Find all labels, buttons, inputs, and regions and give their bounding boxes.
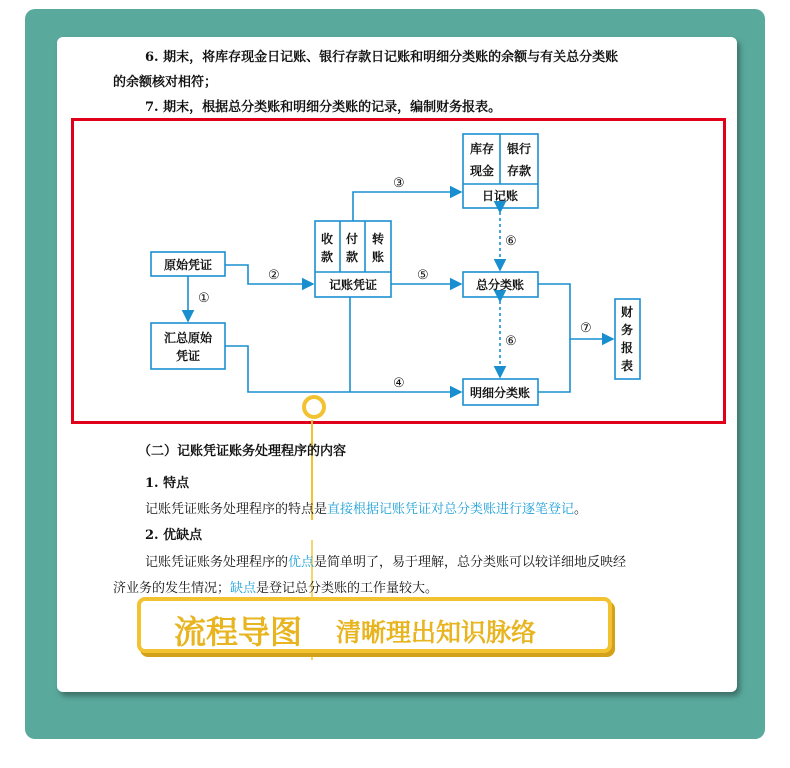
- label-summary-voucher-1: 汇总原始: [163, 331, 213, 345]
- label-journal: 日记账: [481, 189, 519, 203]
- step-7-label: ⑦: [580, 321, 592, 336]
- text-line-6b: 的余额核对相符；: [113, 75, 218, 90]
- label-summary-voucher-2: 凭证: [175, 349, 201, 363]
- promo-banner: [137, 597, 612, 653]
- label-receipt-2: 款: [320, 250, 334, 264]
- paragraph-pros: 记账凭证账务处理程序的优点是简单明了，易于理解，总分类账可以较详细地反映经: [145, 555, 627, 570]
- step-6b-label: ⑥: [505, 334, 517, 349]
- label-payment-1: 付: [345, 232, 359, 246]
- connector-ring: [302, 395, 326, 419]
- paragraph-cons: 济业务的发生情况；缺点是登记总分类账的工作量较大。: [113, 581, 439, 596]
- label-accounting-voucher: 记账凭证: [328, 278, 378, 292]
- banner-sub-text: 清晰理出知识脉络: [336, 618, 537, 647]
- label-report-1: 财: [620, 305, 634, 319]
- text-line-7: 7. 期末，根据总分类账和明细分类账的记录，编制财务报表。: [145, 100, 502, 115]
- paragraph-features: 记账凭证账务处理程序的特点是直接根据记账凭证对总分类账进行逐笔登记。: [145, 502, 588, 517]
- label-bank-1: 银行: [506, 142, 532, 156]
- label-bank-2: 存款: [506, 164, 532, 178]
- banner-main-text: 流程导图: [174, 613, 303, 651]
- step-2-label: ②: [268, 268, 280, 283]
- label-general-ledger: 总分类账: [475, 278, 525, 292]
- section-title: （二）记账凭证账务处理程序的内容: [138, 444, 347, 459]
- step-4-label: ④: [393, 376, 405, 391]
- label-sub-ledger: 明细分类账: [469, 386, 531, 400]
- step-5-label: ⑤: [417, 268, 429, 283]
- label-receipt-1: 收: [320, 232, 334, 246]
- text-line-6a: 6. 期末，将库存现金日记账、银行存款日记账和明细分类账的余额与有关总分类账: [145, 50, 619, 65]
- label-report-2: 务: [620, 323, 634, 337]
- label-cash-1: 库存: [469, 142, 495, 156]
- label-cash-2: 现金: [469, 164, 495, 178]
- label-transfer-1: 转: [371, 232, 385, 246]
- label-transfer-2: 账: [371, 250, 385, 264]
- label-original-voucher: 原始凭证: [163, 258, 213, 272]
- label-report-3: 报: [620, 341, 634, 355]
- heading-pros-cons: 2. 优缺点: [145, 528, 203, 543]
- step-6a-label: ⑥: [505, 234, 517, 249]
- label-payment-2: 款: [345, 250, 359, 264]
- heading-features: 1. 特点: [145, 476, 190, 491]
- label-report-4: 表: [620, 359, 634, 373]
- step-1-label: ①: [198, 291, 210, 306]
- step-3-label: ③: [393, 176, 405, 191]
